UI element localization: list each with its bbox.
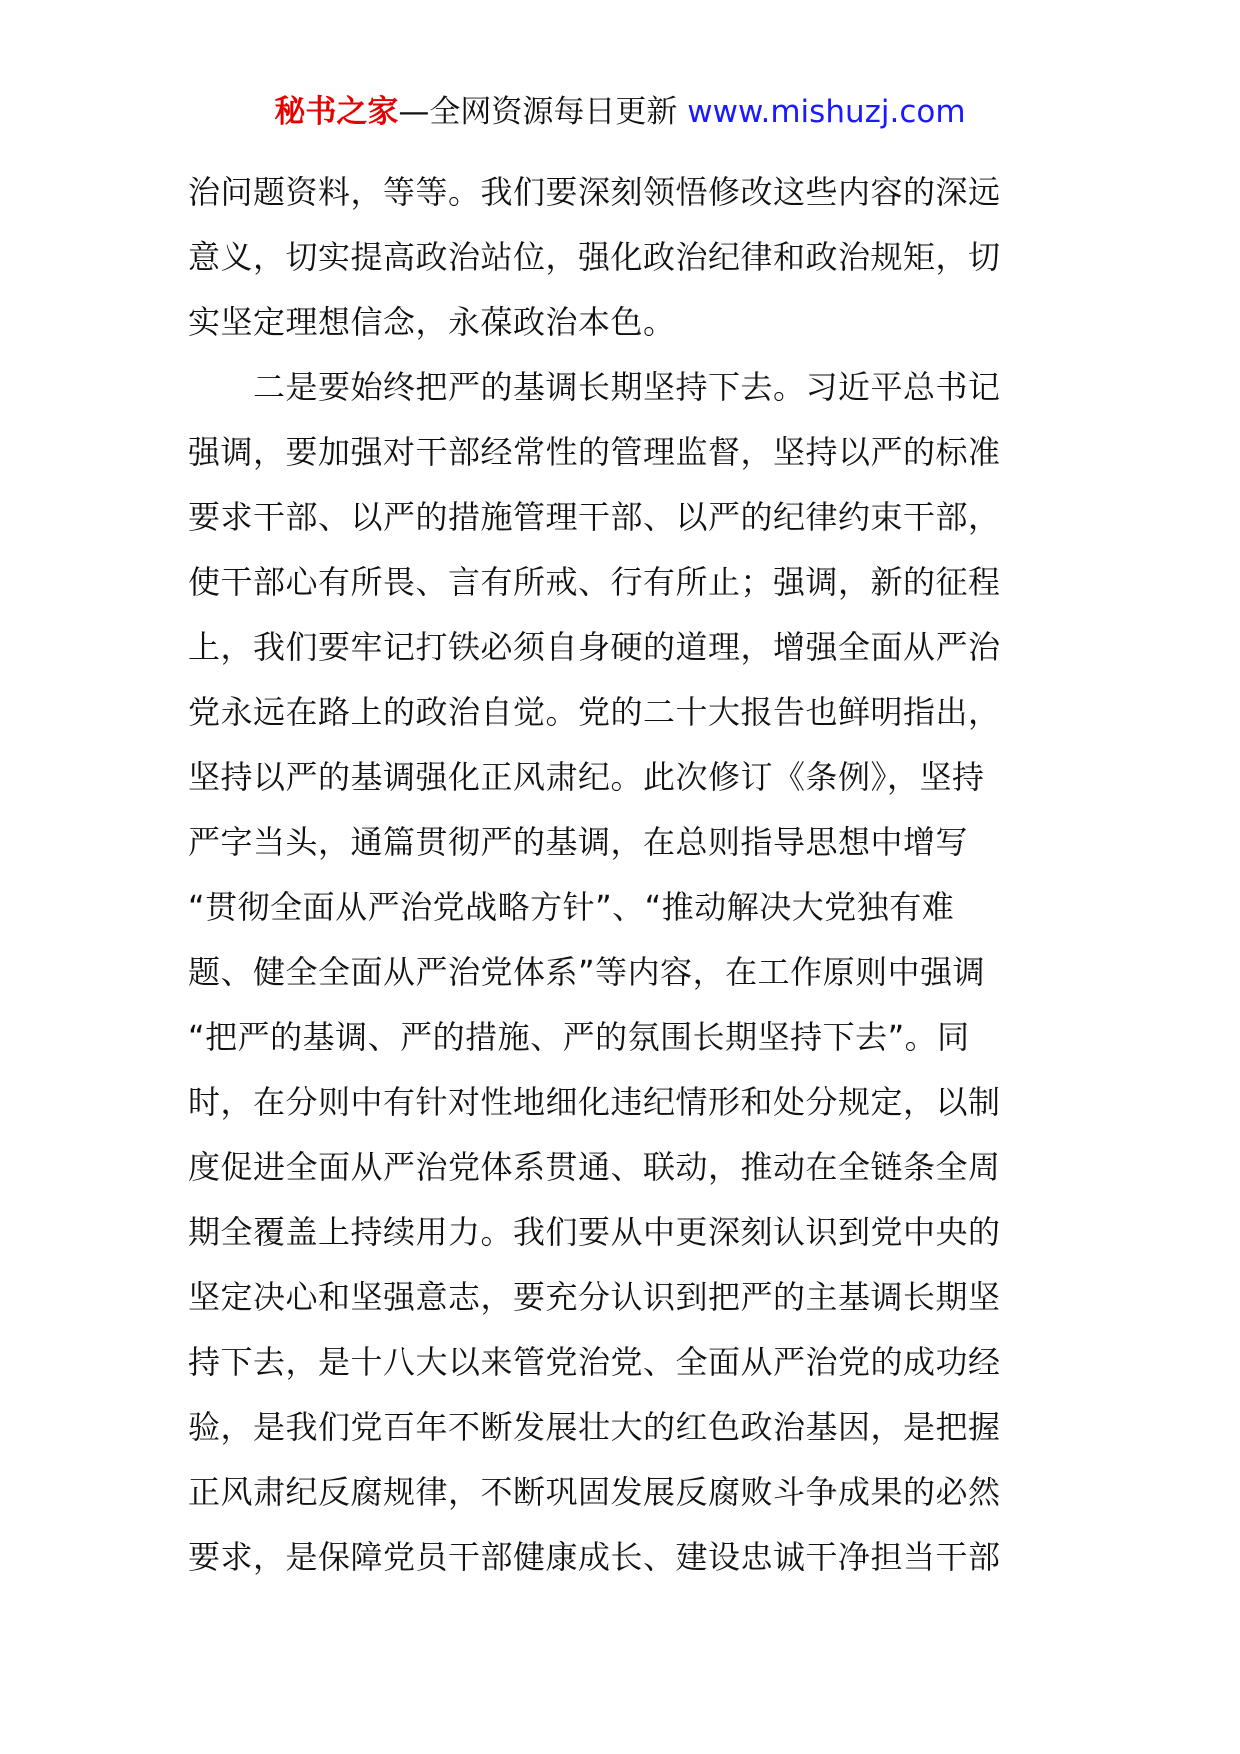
text-line: 持下去，是十八大以来管党治党、全面从严治党的成功经 xyxy=(188,1343,1001,1381)
brand-name: 秘书之家 xyxy=(274,94,399,130)
text-line: “把严的基调、严的措施、严的氛围长期坚持下去”。同 xyxy=(188,1018,970,1056)
text-line: 实坚定理想信念，永葆政治本色。 xyxy=(188,303,676,341)
text-line: 时，在分则中有针对性地细化违纪情形和处分规定，以制 xyxy=(188,1083,1001,1121)
site-url-link[interactable]: www.mishuzj.com xyxy=(687,94,966,130)
text-line: 二是要始终把严的基调长期坚持下去。习近平总书记 xyxy=(188,368,1001,406)
text-line: 正风肃纪反腐规律，不断巩固发展反腐败斗争成果的必然 xyxy=(188,1473,1001,1511)
text-line: 治问题资料，等等。我们要深刻领悟修改这些内容的深远 xyxy=(188,173,1001,211)
text-line: 要求干部、以严的措施管理干部、以严的纪律约束干部， xyxy=(188,498,1001,536)
text-line: 严字当头，通篇贯彻严的基调，在总则指导思想中增写 xyxy=(188,823,969,861)
page-header xyxy=(0,92,1240,132)
text-line: 要求，是保障党员干部健康成长、建设忠诚干净担当干部 xyxy=(188,1538,1001,1576)
text-line: 题、健全全面从严治党体系”等内容，在工作原则中强调 xyxy=(188,953,986,991)
text-line: 上，我们要牢记打铁必须自身硬的道理，增强全面从严治 xyxy=(188,628,1001,666)
text-line: 党永远在路上的政治自觉。党的二十大报告也鲜明指出， xyxy=(188,693,1001,731)
text-line: 坚持以严的基调强化正风肃纪。此次修订《条例》，坚持 xyxy=(188,758,985,796)
text-line: 度促进全面从严治党体系贯通、联动，推动在全链条全周 xyxy=(188,1148,1001,1186)
text-line: 使干部心有所畏、言有所戒、行有所止；强调，新的征程 xyxy=(188,563,1001,601)
text-line: 坚定决心和坚强意志，要充分认识到把严的主基调长期坚 xyxy=(188,1278,1001,1316)
text-line: 期全覆盖上持续用力。我们要从中更深刻认识到党中央的 xyxy=(188,1213,1001,1251)
text-line: 意义，切实提高政治站位，强化政治纪律和政治规矩，切 xyxy=(188,238,1001,276)
text-line: 强调，要加强对干部经常性的管理监督，坚持以严的标准 xyxy=(188,433,1001,471)
document-body xyxy=(188,160,1068,1590)
header-tagline: —全网资源每日更新 xyxy=(398,94,678,130)
text-line: “贯彻全面从严治党战略方针”、“推动解决大党独有难 xyxy=(188,888,955,926)
text-line: 验，是我们党百年不断发展壮大的红色政治基因，是把握 xyxy=(188,1408,1001,1446)
